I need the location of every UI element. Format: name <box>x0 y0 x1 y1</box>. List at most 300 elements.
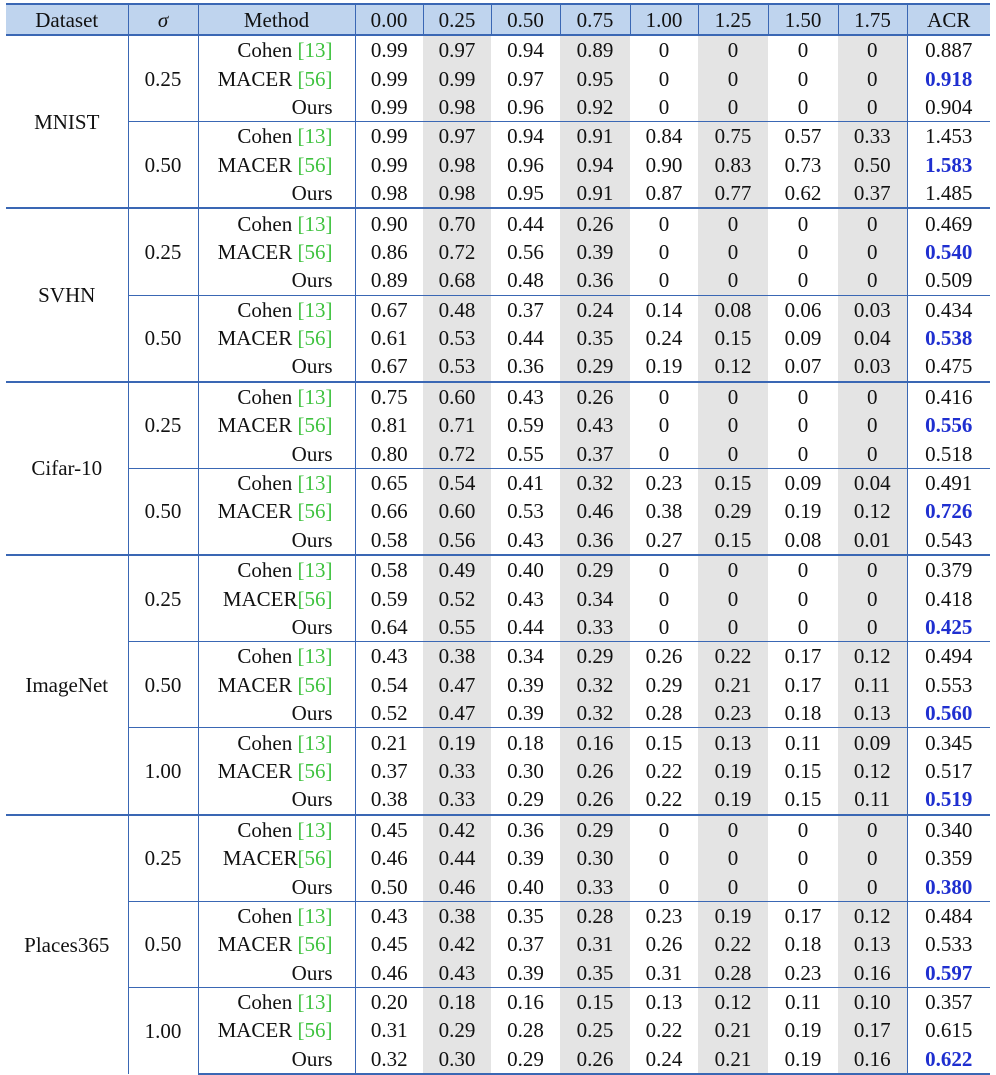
accuracy-cell: 0.29 <box>560 555 630 584</box>
accuracy-cell: 0.19 <box>698 757 768 785</box>
header-radius-0-00: 0.00 <box>355 4 423 35</box>
method-cell <box>198 785 355 814</box>
accuracy-cell: 0.21 <box>698 1016 768 1044</box>
accuracy-cell: 0.70 <box>423 208 491 237</box>
accuracy-cell: 0.10 <box>838 987 907 1016</box>
citation-link: [13] <box>297 124 333 149</box>
accuracy-cell: 0.94 <box>491 122 560 151</box>
accuracy-cell: 0.33 <box>423 785 491 814</box>
accuracy-cell: 0.32 <box>560 671 630 699</box>
accuracy-cell: 0.39 <box>507 701 544 726</box>
accuracy-cell: 0.34 <box>491 642 560 671</box>
acr-cell: 0.615 <box>925 1018 973 1043</box>
acr-cell-best: 0.918 <box>925 66 973 91</box>
method-name: Cohen <box>237 644 298 669</box>
accuracy-cell: 0.12 <box>838 757 907 785</box>
sigma-cell: 0.25 <box>128 35 198 122</box>
accuracy-cell: 0.46 <box>560 497 630 525</box>
acr-cell: 0.518 <box>925 441 973 466</box>
acr-cell-best: 0.726 <box>925 499 973 524</box>
accuracy-cell: 0.73 <box>784 152 822 177</box>
accuracy-cell: 0.95 <box>560 64 630 92</box>
method-name: MACER <box>217 1018 298 1043</box>
accuracy-cell: 0 <box>838 93 907 122</box>
accuracy-cell: 0.28 <box>645 701 683 726</box>
accuracy-cell: 0.32 <box>560 468 630 497</box>
accuracy-cell: 0.08 <box>698 295 768 324</box>
acr-cell: 1.485 <box>925 181 973 206</box>
accuracy-cell: 0 <box>698 238 768 266</box>
accuracy-cell: 0.35 <box>560 324 630 352</box>
acr-cell: 0.543 <box>925 527 973 552</box>
citation-link: [56] <box>297 758 333 783</box>
method-name: Cohen <box>237 38 298 63</box>
accuracy-cell: 0.59 <box>507 413 544 438</box>
accuracy-cell: 0.46 <box>370 846 408 871</box>
accuracy-cell: 0.19 <box>784 1018 822 1043</box>
accuracy-cell: 0.12 <box>698 352 768 381</box>
accuracy-cell: 0.56 <box>507 239 544 264</box>
acr-cell: 0.509 <box>925 268 973 293</box>
accuracy-cell: 0.30 <box>560 844 630 872</box>
accuracy-cell: 0 <box>698 815 768 844</box>
sigma-cell: 0.25 <box>128 815 198 902</box>
method-cell <box>198 439 355 468</box>
accuracy-cell: 0 <box>838 208 907 237</box>
method-cell <box>198 266 355 295</box>
accuracy-cell: 0 <box>658 874 670 899</box>
citation-link: [56] <box>297 1018 333 1043</box>
citation-link: [56] <box>297 932 333 957</box>
acr-cell: 1.453 <box>907 122 990 151</box>
accuracy-cell: 0.21 <box>698 671 768 699</box>
table-body <box>6 35 990 1074</box>
accuracy-cell: 0 <box>630 815 698 844</box>
method-name: Ours <box>291 874 333 899</box>
accuracy-cell: 0.29 <box>423 1016 491 1044</box>
method-cell <box>198 179 355 208</box>
accuracy-cell: 0.36 <box>507 354 544 379</box>
method-cell <box>198 728 355 757</box>
method-name: MACER <box>222 846 298 871</box>
acr-cell-best: 0.622 <box>907 1045 990 1074</box>
accuracy-cell: 0.75 <box>698 122 768 151</box>
dataset-cell: MNIST <box>6 35 128 208</box>
header-radius-0-50: 0.50 <box>491 4 560 35</box>
citation-link: [13] <box>297 730 333 755</box>
accuracy-cell: 0.62 <box>784 181 822 206</box>
accuracy-cell: 0.29 <box>698 497 768 525</box>
accuracy-cell: 0 <box>838 844 907 872</box>
method-name: Cohen <box>237 471 298 496</box>
accuracy-cell: 0 <box>797 66 809 91</box>
accuracy-cell: 0.61 <box>370 326 408 351</box>
accuracy-cell: 0.37 <box>491 295 560 324</box>
accuracy-cell: 0.17 <box>838 1016 907 1044</box>
acr-cell: 0.475 <box>925 354 973 379</box>
citation-link: [56] <box>297 586 333 611</box>
accuracy-cell: 0.45 <box>370 932 408 957</box>
accuracy-cell: 0.64 <box>370 615 408 639</box>
accuracy-cell: 0 <box>838 872 907 901</box>
accuracy-cell: 0.44 <box>507 615 544 639</box>
accuracy-cell: 0 <box>698 382 768 411</box>
accuracy-cell: 0.21 <box>355 728 423 757</box>
accuracy-cell: 0.60 <box>423 497 491 525</box>
accuracy-cell: 0 <box>698 35 768 64</box>
accuracy-cell: 0.25 <box>560 1016 630 1044</box>
accuracy-cell: 0 <box>630 555 698 584</box>
accuracy-cell: 0.99 <box>355 35 423 64</box>
method-cell <box>198 959 355 988</box>
accuracy-cell: 0.98 <box>423 151 491 179</box>
accuracy-cell: 0.06 <box>768 295 838 324</box>
accuracy-cell: 0.29 <box>560 642 630 671</box>
accuracy-cell: 0.15 <box>784 787 822 812</box>
accuracy-cell: 0.30 <box>423 1045 491 1074</box>
method-name: Ours <box>291 94 333 119</box>
accuracy-cell: 0.21 <box>698 1045 768 1074</box>
accuracy-cell: 0 <box>658 441 670 466</box>
citation-link: [13] <box>297 903 333 928</box>
table-row <box>6 208 990 237</box>
accuracy-cell: 0.35 <box>491 901 560 930</box>
method-cell <box>198 987 355 1016</box>
accuracy-cell: 0.28 <box>560 901 630 930</box>
accuracy-cell: 0.11 <box>838 785 907 814</box>
acr-cell: 0.491 <box>907 468 990 497</box>
accuracy-cell: 0.01 <box>838 526 907 555</box>
citation-link: [56] <box>297 152 333 177</box>
accuracy-cell: 0.44 <box>507 326 544 351</box>
accuracy-cell: 0.86 <box>370 239 408 264</box>
accuracy-cell: 0.48 <box>507 268 544 293</box>
accuracy-cell: 0.09 <box>784 326 822 351</box>
table-row <box>6 815 990 844</box>
accuracy-cell: 0.38 <box>370 787 408 812</box>
accuracy-cell: 0.80 <box>370 441 408 466</box>
accuracy-cell: 0.41 <box>491 468 560 497</box>
accuracy-cell: 0.23 <box>784 960 822 985</box>
accuracy-cell: 0.16 <box>838 1045 907 1074</box>
accuracy-cell: 0.44 <box>491 208 560 237</box>
acr-cell-best: 0.540 <box>925 239 973 264</box>
citation-link: [56] <box>297 66 333 91</box>
accuracy-cell: 0.27 <box>645 527 683 552</box>
accuracy-cell: 0.23 <box>630 901 698 930</box>
acr-cell: 0.517 <box>925 758 973 783</box>
accuracy-cell: 0.40 <box>507 874 544 899</box>
method-name: MACER <box>217 758 298 783</box>
accuracy-cell: 0.26 <box>560 785 630 814</box>
accuracy-cell: 0.54 <box>423 468 491 497</box>
accuracy-cell: 0.48 <box>423 295 491 324</box>
method-name: Cohen <box>237 558 298 583</box>
accuracy-cell: 0.50 <box>370 874 408 899</box>
accuracy-cell: 0.39 <box>507 672 544 697</box>
accuracy-cell: 0.43 <box>355 901 423 930</box>
accuracy-cell: 0.24 <box>645 326 683 351</box>
header-radius-0-75: 0.75 <box>560 4 630 35</box>
certified-accuracy-table <box>6 3 990 1075</box>
accuracy-cell: 0.40 <box>491 555 560 584</box>
accuracy-cell: 0.84 <box>630 122 698 151</box>
table-row <box>6 382 990 411</box>
accuracy-cell: 0.07 <box>784 354 822 379</box>
method-cell <box>198 468 355 497</box>
accuracy-cell: 0.13 <box>838 930 907 958</box>
table-row <box>6 468 990 497</box>
accuracy-cell: 0.67 <box>370 354 408 379</box>
accuracy-cell: 0.38 <box>645 499 683 524</box>
accuracy-cell: 0.94 <box>560 151 630 179</box>
accuracy-cell: 0.37 <box>560 439 630 468</box>
table-row <box>6 295 990 324</box>
method-name: Ours <box>291 268 333 293</box>
method-cell <box>198 382 355 411</box>
accuracy-cell: 0.29 <box>560 352 630 381</box>
accuracy-cell: 0 <box>698 266 768 295</box>
accuracy-cell: 0.23 <box>698 699 768 728</box>
accuracy-cell: 0.42 <box>423 815 491 844</box>
accuracy-cell: 0.67 <box>355 295 423 324</box>
sigma-cell: 0.25 <box>128 382 198 469</box>
method-name: Ours <box>291 787 333 812</box>
method-cell <box>198 872 355 901</box>
accuracy-cell: 0.28 <box>698 959 768 988</box>
accuracy-cell: 0 <box>768 35 838 64</box>
accuracy-cell: 0.97 <box>507 66 544 91</box>
accuracy-cell: 0.09 <box>838 728 907 757</box>
accuracy-cell: 0 <box>698 613 768 642</box>
header-sigma: σ <box>128 4 198 35</box>
acr-cell-best: 0.538 <box>925 326 973 351</box>
citation-link: [56] <box>297 326 333 351</box>
accuracy-cell: 0.12 <box>838 497 907 525</box>
accuracy-cell: 0 <box>698 555 768 584</box>
accuracy-cell: 0.15 <box>560 987 630 1016</box>
method-name: Ours <box>291 527 333 552</box>
accuracy-cell: 0.39 <box>507 960 544 985</box>
accuracy-cell: 0.65 <box>355 468 423 497</box>
method-cell <box>198 238 355 266</box>
accuracy-cell: 0.19 <box>698 785 768 814</box>
accuracy-cell: 0.22 <box>698 642 768 671</box>
accuracy-cell: 0.87 <box>645 181 683 206</box>
dataset-cell: Cifar-10 <box>6 382 128 555</box>
acr-cell: 0.379 <box>907 555 990 584</box>
method-name: Cohen <box>237 903 298 928</box>
dataset-cell: ImageNet <box>6 555 128 815</box>
accuracy-cell: 0 <box>698 872 768 901</box>
citation-link: [56] <box>297 239 333 264</box>
accuracy-cell: 0.08 <box>784 527 822 552</box>
sigma-cell: 0.50 <box>128 122 198 209</box>
method-cell <box>198 555 355 584</box>
method-name: Ours <box>291 615 333 639</box>
method-cell <box>198 151 355 179</box>
accuracy-cell: 0.09 <box>768 468 838 497</box>
accuracy-cell: 0.97 <box>423 122 491 151</box>
accuracy-cell: 0.19 <box>645 354 683 379</box>
table-row <box>6 901 990 930</box>
acr-cell: 0.357 <box>907 987 990 1016</box>
accuracy-cell: 0.15 <box>698 324 768 352</box>
accuracy-cell: 0.17 <box>784 672 822 697</box>
accuracy-cell: 0 <box>838 238 907 266</box>
accuracy-cell: 0.26 <box>645 932 683 957</box>
accuracy-cell: 0.47 <box>423 671 491 699</box>
accuracy-cell: 0.53 <box>423 324 491 352</box>
accuracy-cell: 0.32 <box>355 1045 423 1074</box>
method-cell <box>198 930 355 958</box>
header-row <box>6 4 990 35</box>
accuracy-cell: 0 <box>797 413 809 438</box>
acr-cell: 0.434 <box>907 295 990 324</box>
accuracy-cell: 0.26 <box>560 1045 630 1074</box>
accuracy-cell: 0.43 <box>560 411 630 439</box>
accuracy-cell: 0 <box>630 35 698 64</box>
method-name: MACER <box>217 413 298 438</box>
method-cell <box>198 526 355 555</box>
acr-cell-best: 0.597 <box>925 960 973 985</box>
method-cell <box>198 35 355 64</box>
accuracy-cell: 0 <box>630 382 698 411</box>
accuracy-cell: 0.33 <box>560 613 630 642</box>
method-cell <box>198 1016 355 1044</box>
method-cell <box>198 642 355 671</box>
sigma-cell: 0.50 <box>128 468 198 555</box>
accuracy-cell: 0.11 <box>768 728 838 757</box>
method-name: Cohen <box>237 990 298 1015</box>
accuracy-cell: 0 <box>838 613 907 642</box>
accuracy-cell: 0.50 <box>838 151 907 179</box>
acr-cell-best: 0.556 <box>925 413 973 438</box>
method-name: Cohen <box>237 817 298 842</box>
dataset-cell: SVHN <box>6 208 128 381</box>
accuracy-cell: 0.19 <box>784 499 822 524</box>
accuracy-cell: 0 <box>838 555 907 584</box>
citation-link: [56] <box>297 499 333 524</box>
accuracy-cell: 0 <box>768 815 838 844</box>
sigma-cell: 0.25 <box>128 208 198 295</box>
accuracy-cell: 0.95 <box>507 181 544 206</box>
citation-link: [13] <box>297 558 333 583</box>
accuracy-cell: 0.29 <box>560 815 630 844</box>
method-name: MACER <box>217 672 298 697</box>
method-name: Ours <box>291 354 333 379</box>
accuracy-cell: 0.33 <box>838 122 907 151</box>
table-row <box>6 642 990 671</box>
accuracy-cell: 0.83 <box>698 151 768 179</box>
accuracy-cell: 0.16 <box>838 959 907 988</box>
accuracy-cell: 0.43 <box>507 527 544 552</box>
accuracy-cell: 0.99 <box>370 66 408 91</box>
accuracy-cell: 0.19 <box>423 728 491 757</box>
accuracy-cell: 0.99 <box>423 64 491 92</box>
method-name: Cohen <box>237 211 298 236</box>
accuracy-cell: 0 <box>797 94 809 119</box>
method-cell <box>198 757 355 785</box>
accuracy-cell: 0.03 <box>838 295 907 324</box>
accuracy-cell: 0.11 <box>768 987 838 1016</box>
accuracy-cell: 0 <box>698 439 768 468</box>
header-method: Method <box>198 4 355 35</box>
accuracy-cell: 0.15 <box>630 728 698 757</box>
accuracy-cell: 0.58 <box>370 527 408 552</box>
accuracy-cell: 0.94 <box>491 35 560 64</box>
accuracy-cell: 0.89 <box>560 35 630 64</box>
accuracy-cell: 0.22 <box>698 930 768 958</box>
accuracy-cell: 0.22 <box>645 787 683 812</box>
accuracy-cell: 0.22 <box>645 758 683 783</box>
accuracy-cell: 0 <box>658 239 670 264</box>
accuracy-cell: 0.46 <box>370 960 408 985</box>
accuracy-cell: 0.29 <box>491 1045 560 1074</box>
accuracy-cell: 0 <box>698 64 768 92</box>
method-name: Ours <box>291 701 333 726</box>
citation-link: [13] <box>297 644 333 669</box>
accuracy-cell: 0.30 <box>507 758 544 783</box>
citation-link: [56] <box>297 672 333 697</box>
results-table-container <box>6 3 990 1075</box>
accuracy-cell: 0.47 <box>423 699 491 728</box>
acr-cell: 0.359 <box>925 846 973 871</box>
method-name: Ours <box>291 441 333 466</box>
accuracy-cell: 0.89 <box>370 268 408 293</box>
accuracy-cell: 0 <box>797 846 809 871</box>
acr-cell-best: 0.425 <box>925 615 973 639</box>
accuracy-cell: 0.99 <box>370 152 408 177</box>
accuracy-cell: 0.20 <box>355 987 423 1016</box>
citation-link: [13] <box>297 211 333 236</box>
method-cell <box>198 844 355 872</box>
accuracy-cell: 0.12 <box>838 901 907 930</box>
method-name: Ours <box>291 1046 333 1071</box>
accuracy-cell: 0.19 <box>768 1045 838 1074</box>
accuracy-cell: 0.38 <box>423 642 491 671</box>
method-name: MACER <box>217 499 298 524</box>
accuracy-cell: 0.66 <box>370 499 408 524</box>
accuracy-cell: 0.36 <box>560 526 630 555</box>
accuracy-cell: 0.39 <box>560 238 630 266</box>
accuracy-cell: 0.12 <box>698 987 768 1016</box>
method-cell <box>198 122 355 151</box>
accuracy-cell: 0.58 <box>355 555 423 584</box>
header-radius-0-25: 0.25 <box>423 4 491 35</box>
accuracy-cell: 0.98 <box>370 181 408 206</box>
accuracy-cell: 0 <box>768 555 838 584</box>
accuracy-cell: 0.33 <box>423 757 491 785</box>
accuracy-cell: 0.15 <box>698 468 768 497</box>
acr-cell-best: 0.380 <box>925 874 973 899</box>
method-name: MACER <box>217 239 298 264</box>
accuracy-cell: 0.43 <box>507 586 544 611</box>
acr-cell-best: 1.583 <box>925 152 973 177</box>
accuracy-cell: 0.18 <box>784 932 822 957</box>
accuracy-cell: 0.96 <box>507 152 544 177</box>
accuracy-cell: 0 <box>797 441 809 466</box>
accuracy-cell: 0.53 <box>423 352 491 381</box>
header-radius-1-25: 1.25 <box>698 4 768 35</box>
accuracy-cell: 0.32 <box>560 699 630 728</box>
accuracy-cell: 0.15 <box>698 526 768 555</box>
accuracy-cell: 0 <box>698 844 768 872</box>
acr-cell: 0.904 <box>925 94 973 119</box>
method-cell <box>198 699 355 728</box>
acr-cell: 0.340 <box>907 815 990 844</box>
sigma-cell: 0.50 <box>128 295 198 382</box>
